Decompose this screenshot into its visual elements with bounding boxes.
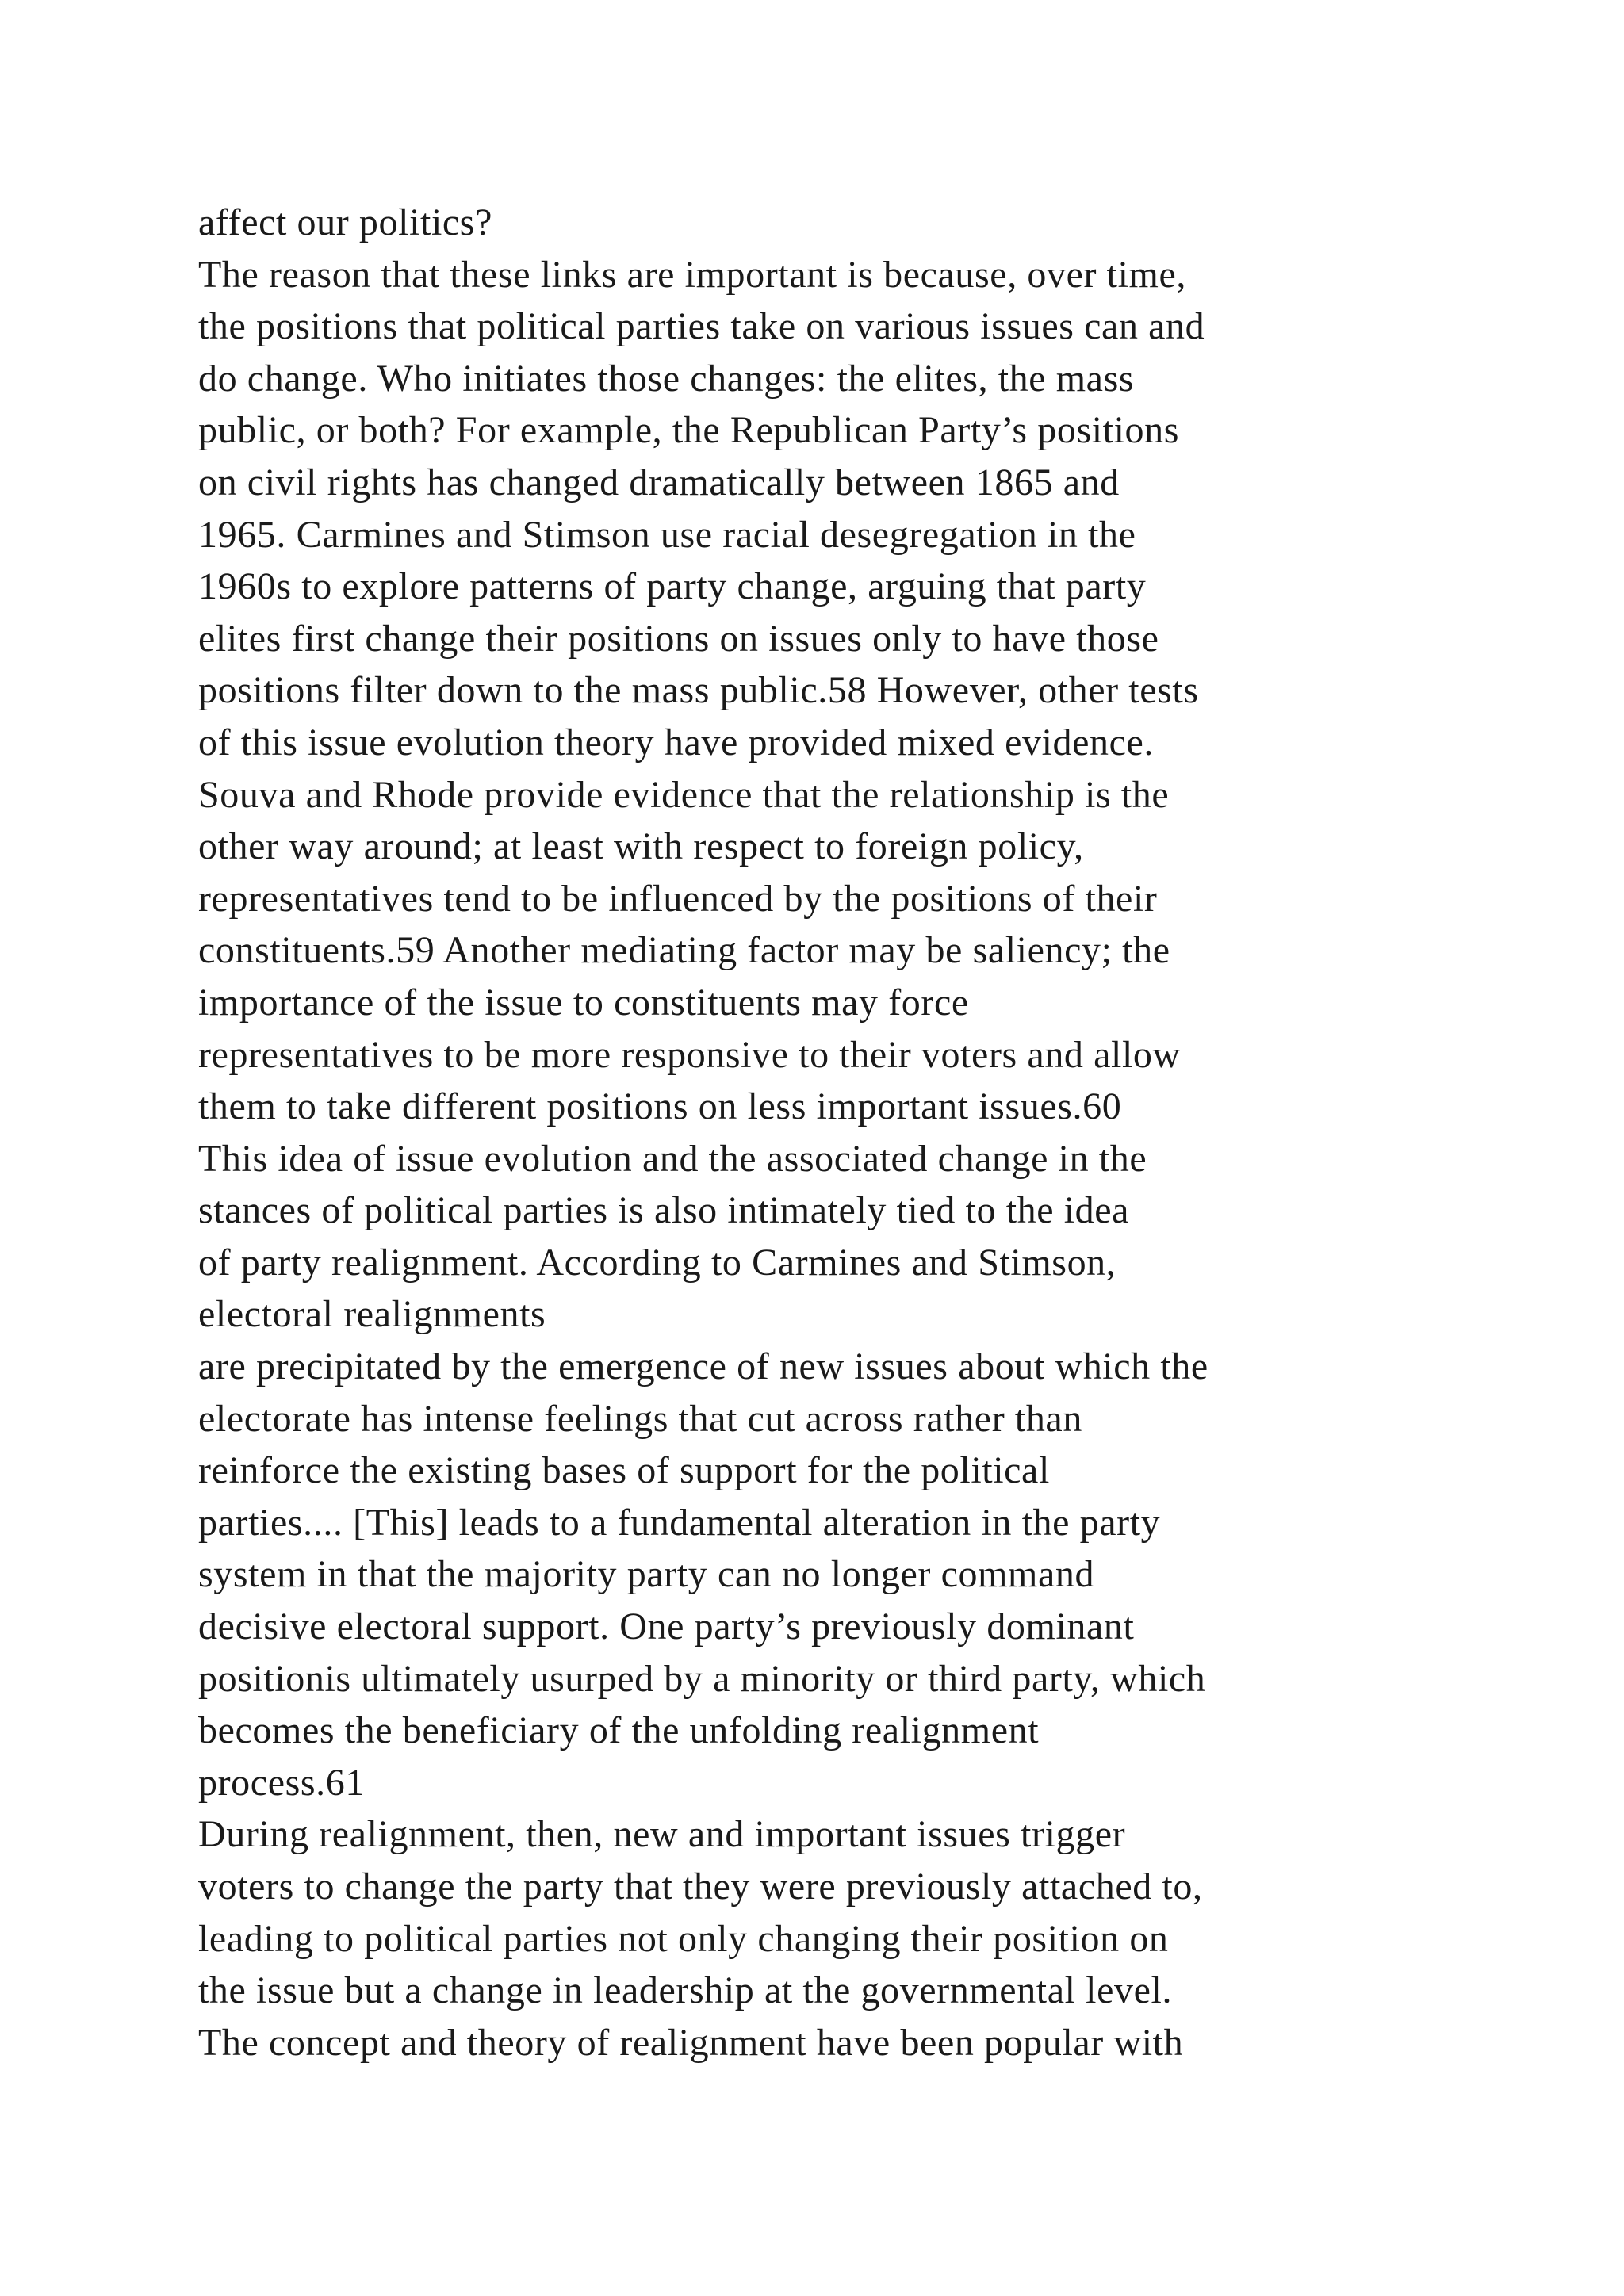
text-line: them to take different positions on less important issues.60 xyxy=(198,1085,1122,1128)
text-line: process.61 xyxy=(198,1761,365,1804)
text-line: the issue but a change in leadership at the governmental level. xyxy=(198,1969,1173,2012)
text-line: system in that the majority party can no longer command xyxy=(198,1553,1095,1596)
text-line: reinforce the existing bases of support for the political xyxy=(198,1449,1050,1492)
text-line: electorate has intense feelings that cut across rather than xyxy=(198,1397,1082,1440)
text-line: public, or both? For example, the Republican Party’s positions xyxy=(198,409,1180,452)
text-line: 1965. Carmines and Stimson use racial desegregation in the xyxy=(198,513,1136,556)
text-line: importance of the issue to constituents may force xyxy=(198,981,969,1024)
text-line: are precipitated by the emergence of new issues about which the xyxy=(198,1345,1208,1388)
text-line: the positions that political parties take on various issues can and xyxy=(198,305,1205,348)
text-line: This idea of issue evolution and the associated change in the xyxy=(198,1137,1147,1180)
text-line: positionis ultimately usurped by a minority or third party, which xyxy=(198,1657,1206,1700)
text-line: voters to change the party that they were previously attached to, xyxy=(198,1866,1203,1908)
text-line: Souva and Rhode provide evidence that the relationship is the xyxy=(198,773,1170,816)
text-line: other way around; at least with respect to foreign policy, xyxy=(198,825,1084,868)
text-line: stances of political parties is also intimately tied to the idea xyxy=(198,1189,1130,1232)
text-line: decisive electoral support. One party’s previously dominant xyxy=(198,1605,1135,1648)
document-page xyxy=(198,197,1594,2068)
text-line: do change. Who initiates those changes: the elites, the mass xyxy=(198,357,1135,400)
text-line: of this issue evolution theory have provided mixed evidence. xyxy=(198,721,1155,763)
text-line: 1960s to explore patterns of party change, arguing that party xyxy=(198,565,1147,608)
text-line: The reason that these links are important is because, over time, xyxy=(198,253,1186,296)
text-line: representatives tend to be influenced by the positions of their xyxy=(198,877,1158,920)
text-line: parties.... [This] leads to a fundamental alteration in the party xyxy=(198,1501,1161,1544)
text-line: on civil rights has changed dramatically between 1865 and xyxy=(198,461,1120,503)
text-line: electoral realignments xyxy=(198,1293,546,1336)
text-line: elites first change their positions on issues only to have those xyxy=(198,617,1159,660)
text-line: representatives to be more responsive to their voters and allow xyxy=(198,1033,1181,1076)
text-line: affect our politics? xyxy=(198,201,492,243)
text-line: of party realignment. According to Carmines and Stimson, xyxy=(198,1241,1116,1284)
text-line: During realignment, then, new and important issues trigger xyxy=(198,1813,1126,1856)
text-line: becomes the beneficiary of the unfolding realignment xyxy=(198,1709,1040,1752)
text-line: leading to political parties not only changing their position on xyxy=(198,1917,1169,1960)
text-line: constituents.59 Another mediating factor may be saliency; the xyxy=(198,929,1170,972)
text-line: positions filter down to the mass public.58 However, other tests xyxy=(198,669,1199,712)
text-line: The concept and theory of realignment have been popular with xyxy=(198,2021,1184,2064)
